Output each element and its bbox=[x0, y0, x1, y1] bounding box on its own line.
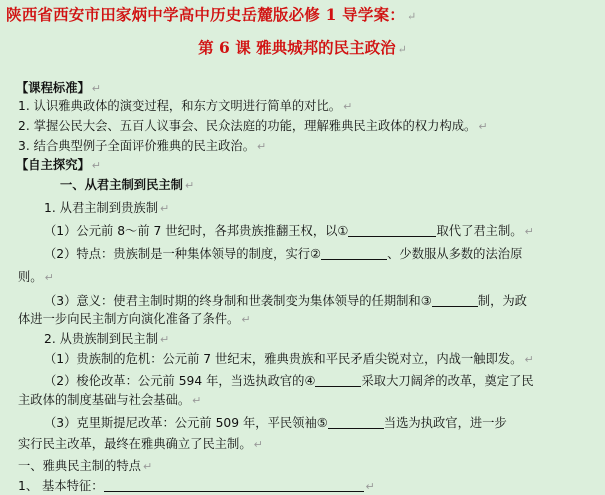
line-text: 1. 认识雅典政体的演变过程，和东方文明进行简单的对比。 bbox=[18, 99, 342, 113]
line-text: 2. 掌握公民大会、五百人议事会、民众法庭的功能，理解雅典民主政体的权力构成。 bbox=[18, 119, 477, 133]
title-text: 陕西省西安市田家炳中学高中历史岳麓版必修 1 导学案： bbox=[6, 5, 405, 24]
fill-line-3 bbox=[44, 293, 527, 309]
line-text: 体进一步向民主制方向演化准备了条件。 bbox=[18, 312, 240, 326]
line-text: （2）特点：贵族制是一种集体领导的制度，实行② bbox=[44, 247, 322, 261]
subheading-features bbox=[18, 458, 152, 475]
standard-item-1 bbox=[18, 98, 352, 115]
fill-line-5-cont bbox=[18, 436, 263, 453]
blank-2[interactable] bbox=[321, 247, 387, 260]
standard-item-3 bbox=[18, 138, 266, 155]
line-text: 2. 从贵族制到民主制 bbox=[44, 332, 159, 346]
line-text: 取代了君主制。 bbox=[436, 224, 523, 238]
blank-1[interactable] bbox=[348, 224, 436, 237]
line-text: 一、从君主制到民主制 bbox=[60, 178, 183, 192]
line-text: 【课程标准】 bbox=[16, 81, 90, 95]
paragraph-mark: ↵ bbox=[192, 394, 202, 407]
paragraph-mark: ↵ bbox=[44, 271, 54, 284]
line-text: （2）梭伦改革：公元前 594 年，当选执政官的④ bbox=[44, 374, 316, 388]
paragraph-mark: ↵ bbox=[257, 140, 267, 153]
line-text: 【自主探究】 bbox=[16, 158, 90, 172]
standard-item-2 bbox=[18, 118, 488, 135]
line-text: 则。 bbox=[18, 270, 43, 284]
line-text: 主政体的制度基础与社会基础。 bbox=[18, 393, 191, 407]
fill-line-2 bbox=[44, 246, 522, 262]
paragraph-mark: ↵ bbox=[241, 313, 251, 326]
item-monarchy-to-aristocracy bbox=[44, 200, 169, 217]
line-text: 、少数服从多数的法治原 bbox=[387, 247, 523, 261]
line-text: 采取大刀阔斧的改革，奠定了民 bbox=[361, 374, 534, 388]
paragraph-mark: ↵ bbox=[397, 43, 407, 56]
fill-line-5 bbox=[44, 415, 507, 431]
line-text: （1）贵族制的危机：公元前 7 世纪末，雅典贵族和平民矛盾尖锐对立，内战一触即发。 bbox=[44, 352, 523, 366]
fill-line-1 bbox=[44, 223, 534, 240]
item-aristocracy-to-democracy bbox=[44, 331, 169, 348]
line-text: 制，为政 bbox=[477, 294, 527, 308]
fill-line-2-cont bbox=[18, 269, 54, 286]
blank-3[interactable] bbox=[432, 294, 478, 307]
paragraph-mark: ↵ bbox=[160, 333, 170, 346]
paragraph-mark: ↵ bbox=[478, 120, 488, 133]
crisis-line bbox=[44, 351, 534, 368]
fill-line-3-cont bbox=[18, 311, 251, 328]
line-text: 3. 结合典型例子全面评价雅典的民主政治。 bbox=[18, 139, 255, 153]
paragraph-mark: ↵ bbox=[406, 10, 417, 23]
line-text: （3）意义：使君主制时期的终身制和世袭制变为集体领导的任期制和③ bbox=[44, 294, 432, 308]
paragraph-mark: ↵ bbox=[524, 353, 534, 366]
paragraph-mark: ↵ bbox=[160, 202, 170, 215]
line-text: （1）公元前 8～前 7 世纪时，各邦贵族推翻王权，以① bbox=[44, 224, 349, 238]
subtitle-text: 第 6 课 雅典城邦的民主政治 bbox=[198, 38, 396, 57]
paragraph-mark: ↵ bbox=[142, 460, 153, 473]
line-text: 1、 基本特征： bbox=[18, 479, 104, 493]
line-text: （3）克里斯提尼改革：公元前 509 年，平民领袖⑤ bbox=[44, 416, 328, 430]
fill-line-4 bbox=[44, 373, 534, 389]
fill-line-6 bbox=[18, 478, 375, 495]
subheading-monarchy-to-democracy bbox=[60, 177, 194, 194]
section-heading-inquiry bbox=[16, 157, 101, 174]
paragraph-mark: ↵ bbox=[91, 82, 102, 95]
lesson-title bbox=[0, 36, 605, 58]
line-text: 实行民主改革，最终在雅典确立了民主制。 bbox=[18, 437, 252, 451]
paragraph-mark: ↵ bbox=[184, 179, 195, 192]
paragraph-mark: ↵ bbox=[253, 438, 263, 451]
section-heading-standards bbox=[16, 80, 101, 97]
paragraph-mark: ↵ bbox=[365, 480, 375, 493]
paragraph-mark: ↵ bbox=[524, 225, 534, 238]
line-text: 当选为执政官，进一步 bbox=[383, 416, 507, 430]
line-text: 一、雅典民主制的特点 bbox=[18, 459, 141, 473]
paragraph-mark: ↵ bbox=[343, 100, 353, 113]
blank-5[interactable] bbox=[328, 416, 384, 429]
blank-4[interactable] bbox=[315, 374, 361, 387]
paragraph-mark: ↵ bbox=[91, 159, 102, 172]
document-title bbox=[6, 3, 599, 25]
blank-6[interactable] bbox=[104, 479, 364, 492]
line-text: 1. 从君主制到贵族制 bbox=[44, 201, 159, 215]
fill-line-4-cont bbox=[18, 392, 201, 409]
